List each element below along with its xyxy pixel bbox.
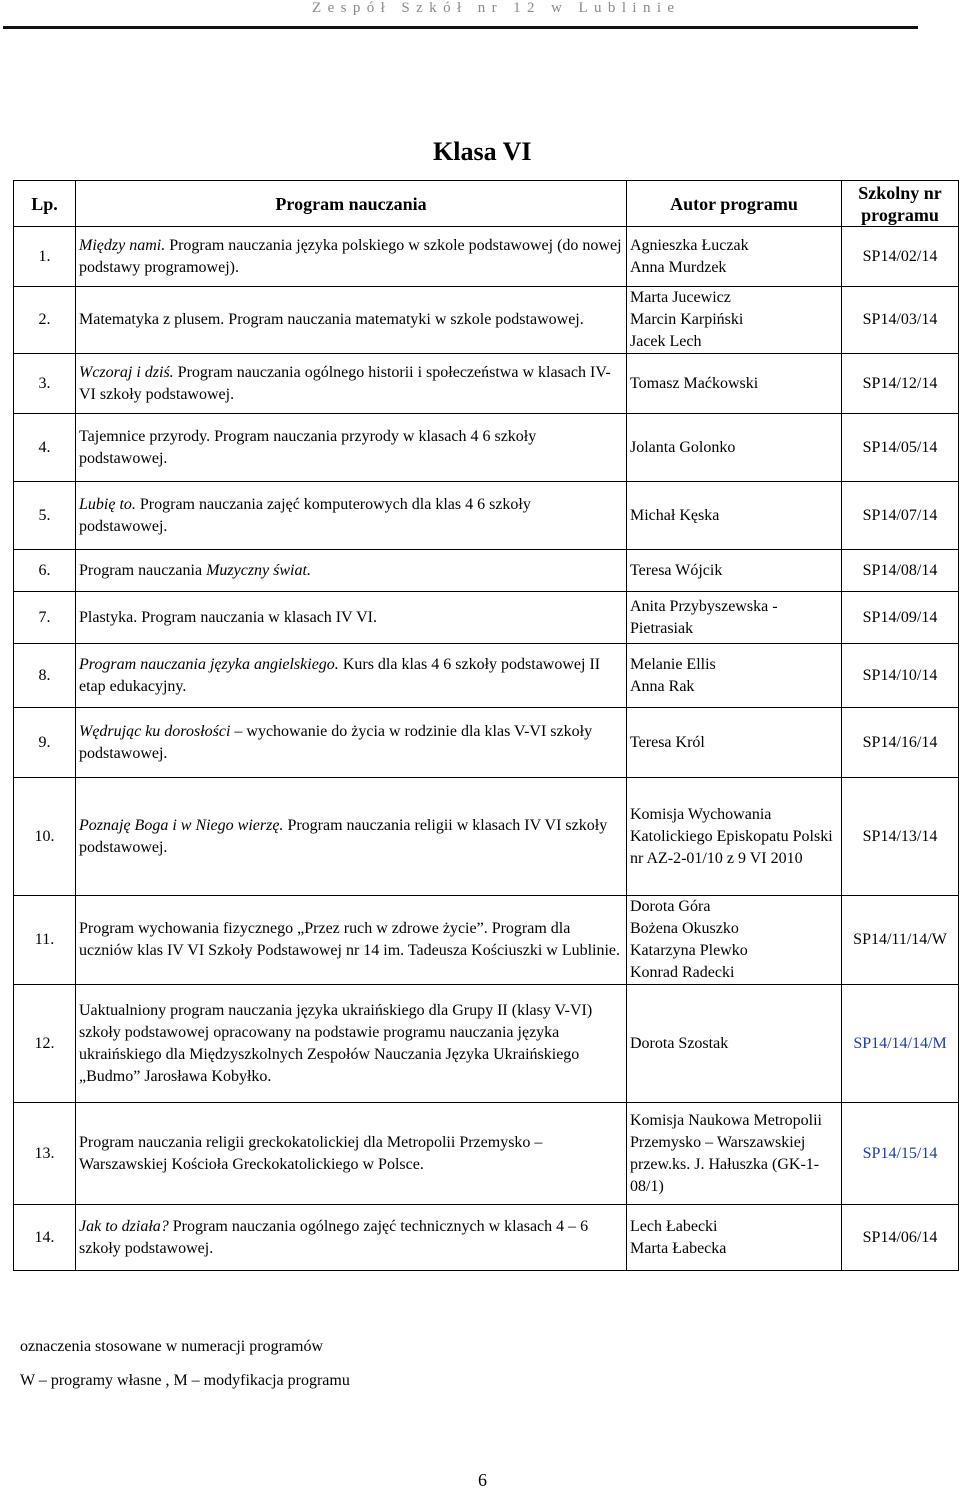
table-row	[14, 227, 959, 287]
cell-lp: 12.	[14, 985, 76, 1103]
cell-program-code: SP14/09/14	[842, 592, 959, 644]
table-row	[14, 896, 959, 985]
cell-program-code: SP14/10/14	[842, 644, 959, 708]
cell-lp: 1.	[14, 227, 76, 287]
cell-program	[76, 592, 627, 644]
cell-author: Michał Kęska	[627, 482, 842, 550]
cell-author: Dorota Szostak	[627, 985, 842, 1103]
program-title: Wczoraj i dziś.	[79, 363, 174, 381]
cell-author: Melanie Ellis Anna Rak	[627, 644, 842, 708]
cell-program	[76, 550, 627, 592]
cell-program-code: SP14/13/14	[842, 778, 959, 896]
col-header-program: Program nauczania	[76, 181, 627, 227]
table-row	[14, 644, 959, 708]
cell-lp: 8.	[14, 644, 76, 708]
col-header-lp: Lp.	[14, 181, 76, 227]
cell-program	[76, 1103, 627, 1205]
cell-program	[76, 414, 627, 482]
cell-program	[76, 287, 627, 354]
cell-program-code: SP14/06/14	[842, 1205, 959, 1271]
cell-program-code: SP14/08/14	[842, 550, 959, 592]
class-title: Klasa VI	[433, 137, 532, 166]
cell-author: Komisja Naukowa Metropolii Przemysko – Warszawskiej przew.ks. J. Hałuszka (GK-1-08/1)	[627, 1103, 842, 1205]
cell-program-code: SP14/15/14	[842, 1103, 959, 1205]
cell-program	[76, 896, 627, 985]
program-title: Lubię to.	[79, 495, 136, 513]
cell-program	[76, 985, 627, 1103]
cell-author: Jolanta Golonko	[627, 414, 842, 482]
cell-lp: 14.	[14, 1205, 76, 1271]
cell-author: Tomasz Maćkowski	[627, 354, 842, 414]
program-title: Poznaję Boga i w Niego wierzę.	[79, 816, 284, 834]
cell-author: Dorota Góra Bożena Okuszko Katarzyna Plewko Konrad Radecki	[627, 896, 842, 985]
cell-program	[76, 1205, 627, 1271]
program-description: Program nauczania języka polskiego w szkole podstawowej (do nowej podstawy programowej).	[79, 236, 622, 276]
program-description: Program nauczania religii w klasach IV VI szkoły podstawowej.	[79, 816, 608, 856]
cell-author: Komisja Wychowania Katolickiego Episkopatu Polski nr AZ-2-01/10 z 9 VI 2010	[627, 778, 842, 896]
program-description: Program wychowania fizycznego „Przez ruch w zdrowe życie”. Program dla uczniów klas IV VI Szkoły Podstawowej nr 14 im. Tadeusza Kościuszki w Lublinie.	[79, 920, 621, 959]
program-description: Uaktualniony program nauczania języka ukraińskiego dla Grupy II (klasy V-VI) szkoły podstawowej opracowany na podstawie programu nauczania języka ukraińskiego dla Międzyszkolnych Zespołów Nauczania Języka Ukraińskiego „Budmo” Jarosława Kobyłko.	[79, 1001, 593, 1085]
program-title: Między nami.	[79, 236, 166, 254]
table-row	[14, 592, 959, 644]
cell-program	[76, 227, 627, 287]
school-header: Zespół Szkół nr 12 w Lublinie	[312, 0, 681, 16]
table-row	[14, 708, 959, 778]
table-row	[14, 414, 959, 482]
program-title: Program nauczania języka angielskiego.	[79, 655, 339, 673]
cell-lp: 3.	[14, 354, 76, 414]
cell-program-code: SP14/14/14/M	[842, 985, 959, 1103]
cell-program	[76, 708, 627, 778]
table-row	[14, 550, 959, 592]
cell-lp: 11.	[14, 896, 76, 985]
cell-author: Marta Jucewicz Marcin Karpiński Jacek Lech	[627, 287, 842, 354]
program-description: Program nauczania ogólnego zajęć technicznych w klasach 4 – 6 szkoły podstawowej.	[79, 1217, 589, 1257]
cell-program	[76, 482, 627, 550]
cell-author: Teresa Wójcik	[627, 550, 842, 592]
table-row	[14, 1205, 959, 1271]
cell-program-code: SP14/07/14	[842, 482, 959, 550]
cell-lp: 10.	[14, 778, 76, 896]
cell-lp: 2.	[14, 287, 76, 354]
program-description: Kurs dla klas 4 6 szkoły podstawowej II etap edukacyjny.	[79, 655, 601, 695]
cell-lp: 13.	[14, 1103, 76, 1205]
cell-program-code: SP14/02/14	[842, 227, 959, 287]
program-title: Muzyczny świat.	[206, 561, 311, 579]
program-description: – wychowanie do życia w rodzinie dla klas V-VI szkoły podstawowej.	[79, 722, 593, 762]
programs-table	[13, 180, 959, 1271]
program-description: Matematyka z plusem. Program nauczania matematyki w szkole podstawowej.	[79, 311, 584, 328]
cell-author: Lech Łabecki Marta Łabecka	[627, 1205, 842, 1271]
program-prefix: Program nauczania	[79, 561, 207, 579]
cell-program-code: SP14/05/14	[842, 414, 959, 482]
cell-program-code: SP14/11/14/W	[842, 896, 959, 985]
cell-program	[76, 354, 627, 414]
program-title: Jak to działa?	[79, 1217, 169, 1235]
program-title: Wędrując ku dorosłości	[79, 722, 231, 740]
cell-program-code: SP14/03/14	[842, 287, 959, 354]
cell-lp: 9.	[14, 708, 76, 778]
program-description: Tajemnice przyrody. Program nauczania przyrody w klasach 4 6 szkoły podstawowej.	[79, 427, 537, 467]
cell-lp: 5.	[14, 482, 76, 550]
program-description: Program nauczania zajęć komputerowych dla klas 4 6 szkoły podstawowej.	[79, 495, 531, 535]
cell-program	[76, 778, 627, 896]
program-description: Plastyka. Program nauczania w klasach IV VI.	[79, 608, 377, 626]
header-rule	[3, 26, 918, 29]
table-row	[14, 482, 959, 550]
page-number: 6	[478, 1470, 487, 1490]
cell-program	[76, 644, 627, 708]
cell-program-code: SP14/12/14	[842, 354, 959, 414]
table-row	[14, 778, 959, 896]
program-description: Program nauczania ogólnego historii i społeczeństwa w klasach IV-VI szkoły podstawowej.	[79, 363, 611, 403]
legend-items: W – programy własne , M – modyfikacja programu	[20, 1372, 350, 1389]
cell-lp: 7.	[14, 592, 76, 644]
col-header-code: Szkolny nr programu	[842, 181, 959, 227]
table-row	[14, 1103, 959, 1205]
program-description: Program nauczania religii greckokatolickiej dla Metropolii Przemysko – Warszawskiej Kościoła Greckokatolickiego w Polsce.	[79, 1133, 543, 1173]
cell-program-code: SP14/16/14	[842, 708, 959, 778]
table-row	[14, 985, 959, 1103]
col-header-author: Autor programu	[627, 181, 842, 227]
cell-lp: 4.	[14, 414, 76, 482]
cell-lp: 6.	[14, 550, 76, 592]
cell-author: Agnieszka Łuczak Anna Murdzek	[627, 227, 842, 287]
cell-author: Anita Przybyszewska - Pietrasiak	[627, 592, 842, 644]
table-row	[14, 287, 959, 354]
cell-author: Teresa Król	[627, 708, 842, 778]
table-row	[14, 354, 959, 414]
legend-title: oznaczenia stosowane w numeracji programów	[20, 1338, 323, 1355]
